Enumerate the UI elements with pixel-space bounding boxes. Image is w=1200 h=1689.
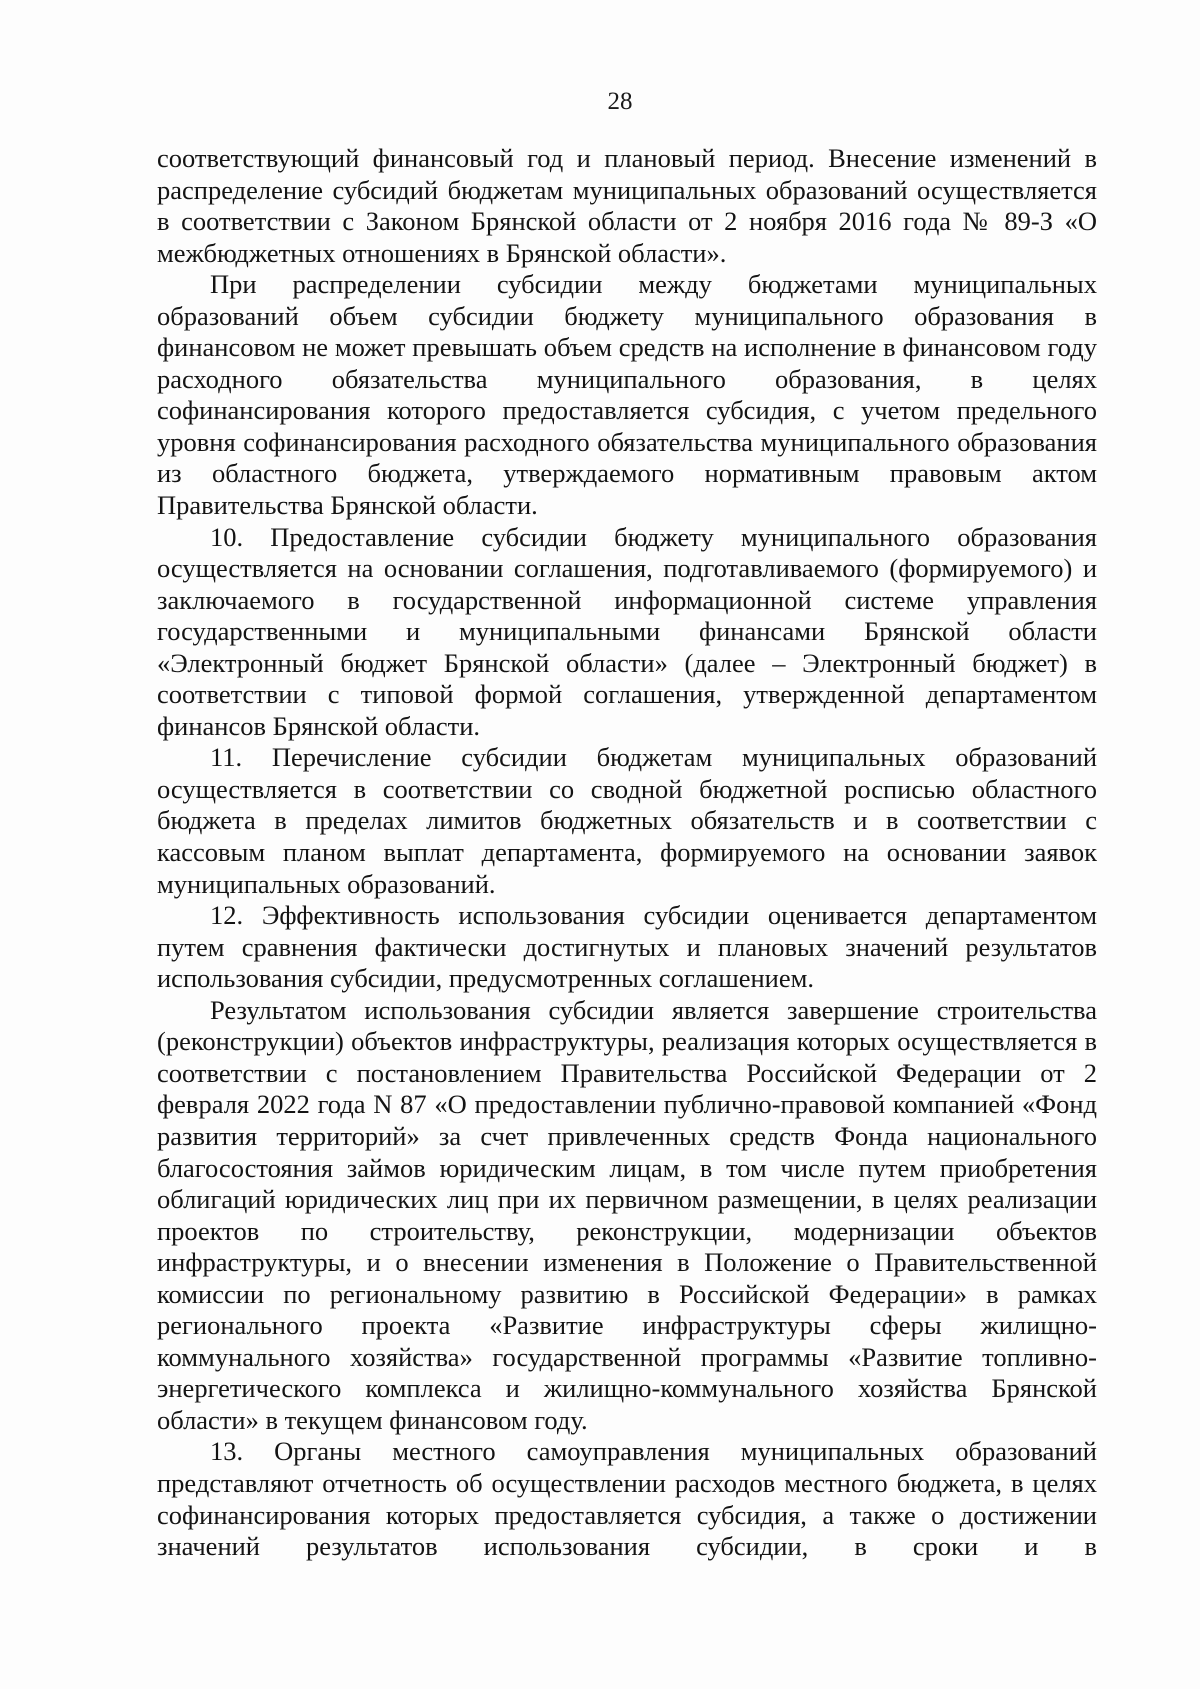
page-number: 28 [607, 88, 633, 115]
document-body [157, 143, 1097, 1563]
paragraph-distribution: При распределении субсидии между бюджетами муниципальных образований объем субсидии бюджету муниципального образования в финансовом не может превышать объем средств на исполнение в финансовом году расходного обязательства муниципального образования, в целях софинансирования которого предоставляется субсидия, с учетом предельного уровня софинансирования расходного обязательства муниципального образования из областного бюджета, утверждаемого нормативным правовым актом Правительства Брянской области. [157, 269, 1097, 521]
paragraph-clause-12: 12. Эффективность использования субсидии оценивается департаментом путем сравнения фактически достигнутых и плановых значений результатов использования субсидии, предусмотренных соглашением. [157, 900, 1097, 994]
paragraph-result: Результатом использования субсидии является завершение строительства (реконструкции) объектов инфраструктуры, реализация которых осуществляется в соответствии с постановлением Правительства Российской Федерации от 2 февраля 2022 года N 87 «О предоставлении публично-правовой компанией «Фонд развития территорий» за счет привлеченных средств Фонда национального благосостояния займов юридическим лицам, в том числе путем приобретения облигаций юридических лиц при их первичном размещении, в целях реализации проектов по строительству, реконструкции, модернизации объектов инфраструктуры, и о внесении изменения в Положение о Правительственной комиссии по региональному развитию в Российской Федерации» в рамках регионального проекта «Развитие инфраструктуры сферы жилищно-коммунального хозяйства» государственной программы «Развитие топливно-энергетического комплекса и жилищно-коммунального хозяйства Брянской области» в текущем финансовом году. [157, 994, 1097, 1435]
paragraph-clause-10: 10. Предоставление субсидии бюджету муниципального образования осуществляется на основании соглашения, подготавливаемого (формируемого) и заключаемого в государственной информационной системе управления государственными и муниципальными финансами Брянской области «Электронный бюджет Брянской области» (далее – Электронный бюджет) в соответствии с типовой формой соглашения, утвержденной департаментом финансов Брянской области. [157, 521, 1097, 741]
paragraph-clause-13: 13. Органы местного самоуправления муниципальных образований представляют отчетность об осуществлении расходов местного бюджета, в целях софинансирования которых предоставляется субсидия, а также о достижении значений результатов использования субсидии, в сроки и в [157, 1436, 1097, 1562]
paragraph-continuation: соответствующий финансовый год и плановый период. Внесение изменений в распределение субсидий бюджетам муниципальных образований осуществляется в соответствии с Законом Брянской области от 2 ноября 2016 года № 89-З «О межбюджетных отношениях в Брянской области». [157, 143, 1097, 268]
paragraph-clause-11: 11. Перечисление субсидии бюджетам муниципальных образований осуществляется в соответствии со сводной бюджетной росписью областного бюджета в пределах лимитов бюджетных обязательств и в соответствии с кассовым планом выплат департамента, формируемого на основании заявок муниципальных образований. [157, 742, 1097, 899]
